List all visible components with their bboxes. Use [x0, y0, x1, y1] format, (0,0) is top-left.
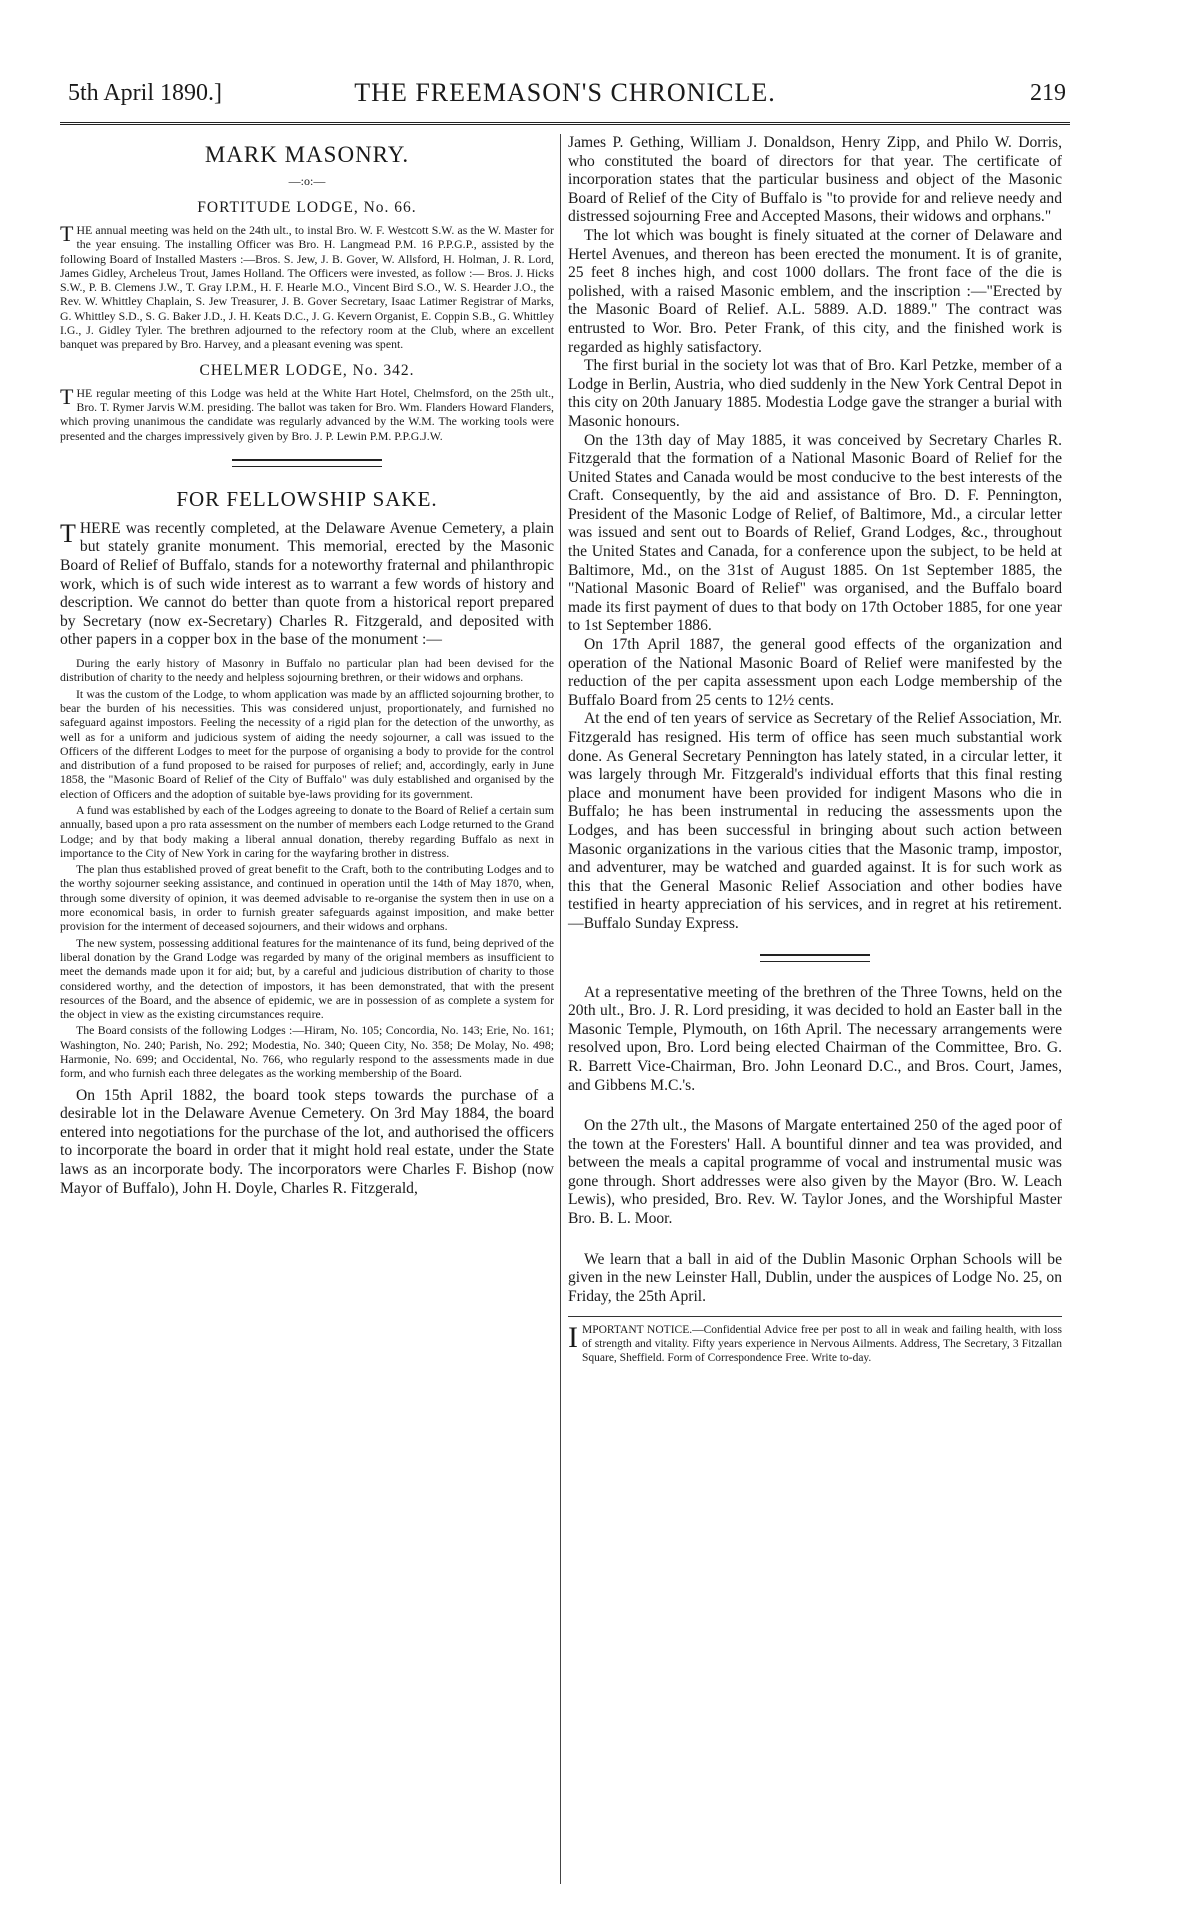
margate-dinner-paragraph: On the 27th ult., the Masons of Margate entertained 250 of the aged poor of the town at the Foresters' Hall. A bountiful dinner and tea was provided, and between the meals a capital programme of vocal and instrumental music was gone through. Short addresses were also given by the Mayor (Bro. W. Leach Lewis), who presided, Bro. Rev. W. Taylor Jones, and the Worshipful Master Bro. B. L. Moor. [568, 1117, 1062, 1228]
quoted-paragraph: A fund was established by each of the Lodges agreeing to donate to the Board of Relief a certain sum annually, based upon a pro rata assessment on the number of members each Lodge returned to the Grand Lodge; and by that body making a liberal annual donation, thereby regarding Buffalo as next in importance to the City of New York in caring for the wayfaring brother in distress. [60, 802, 554, 860]
article-paragraph: On the 13th day of May 1885, it was conceived by Secretary Charles R. Fitzgerald that the formation of a National Masonic Board of Relief for the United States and Canada would be most conducive to the best interests of the Craft. Consequently, by the aid and assistance of Bro. D. F. Pennington, President of the Masonic Lodge of Relief, of Baltimore, Md., a circular letter was issued and sent out to Boards of Relief, Grand Lodges, &c., throughout the United States and Canada, for a conference upon the subject, to be held at Baltimore, Md., on the 31st of August 1885. On 1st September 1885, the "National Masonic Board of Relief" was organised, and the Buffalo board made its first payment of dues to that body on 17th October 1885, for one year to 1st September 1886. [568, 431, 1062, 635]
issue-date: 5th April 1890.] [68, 80, 222, 106]
newspaper-page [60, 72, 1070, 1892]
dropcap: T [60, 221, 74, 246]
page-number: 219 [1030, 80, 1066, 106]
advertisement-notice: IMPORTANT NOTICE.—Confidential Advice free per post to all in weak and failing health, with loss of strength and vitality. Fifty years experience in Nervous Ailments. Address, The Secretary, 3 Fitzallan Square, Sheffield. Form of Correspondence Free. Write to-day. [568, 1316, 1062, 1365]
fellowship-heading: FOR FELLOWSHIP SAKE. [176, 486, 438, 511]
chelmer-lodge-report: THE regular meeting of this Lodge was held at the White Hart Hotel, Chelmsford, on the 25th ult., Bro. T. Rymer Jarvis W.M. presiding. The ballot was taken for Bro. Wm. Flanders Howard Flanders, which proving unanimous the candidate was regularly advanced by the W.M. The working tools were presented and the charges impressively given by Bro. J. P. Lewin P.M. P.P.G.J.W. [60, 383, 554, 443]
column-rule [560, 134, 561, 1884]
section-separator: —:o:— [288, 174, 326, 188]
article-divider [232, 459, 382, 467]
quoted-paragraph: During the early history of Masonry in Buffalo no particular plan had been devised for the distribution of charity to the needy and helpless sojourning brethren, or their widows and orphans. [60, 656, 554, 685]
article-paragraph: On 17th April 1887, the general good effects of the organization and operation of the National Masonic Board of Relief were manifested by the reduction of the per capita assessment upon each Lodge membership of the Buffalo Board from 25 cents to 12½ cents. [568, 636, 1062, 709]
article-divider [760, 954, 870, 962]
fellowship-intro: THERE was recently completed, at the Delaware Avenue Cemetery, a plain but stately granite monument. This memorial, erected by the Masonic Board of Relief of Buffalo, stands for a noteworthy fraternal and philanthropic work, which is of such wide interest as to warrant a few words of history and description. We cannot do better than quote from a historical report prepared by Secretary (now ex-Secretary) Charles R. Fitzgerald, and deposited with other papers in a copper box in the base of the monument :— [60, 518, 554, 649]
right-column [568, 134, 1062, 1365]
chelmer-lodge-heading: CHELMER LODGE, No. 342. [199, 361, 415, 379]
quoted-paragraph: It was the custom of the Lodge, to whom application was made by an afflicted sojourning brother, to bear the burden of his necessities. This was considered unjust, proportionately, and furnished no safeguard against impostors. Feeling the necessity of a rigid plan for the detection of the unworthy, as well as for a uniform and judicious system of aiding the needy sojourner, a call was issued to the Officers of the different Lodges to meet for the purpose of organising a body to provide for the control and distribution of a fund proposed to be raised for purposes of relief; and, accordingly, early in June 1858, the "Masonic Board of Relief of the City of Buffalo" was duly established and organised by the election of Officers and the adoption of suitable bye-laws providing for its government. [60, 686, 554, 801]
dropcap: I [568, 1321, 578, 1355]
article-paragraph: At the end of ten years of service as Secretary of the Relief Association, Mr. Fitzgerald has resigned. His term of office has seen much substantial work done. As General Secretary Pennington has lately stated, in a circular letter, it was largely through Mr. Fitzgerald's individual efforts that this final resting place and monument have been provided for indigent Masons who die in Buffalo; he has been instrumental in reducing the assessments upon the Lodges, and has been successful in bringing about such action between Masonic organizations in the various cities that the Masonic tramp, impostor, and adventurer, may be watched and guarded against. It is for such work as this that the General Masonic Relief Association and other bodies have testified in hearty appreciation of his services, and in regret at his retirement.—Buffalo Sunday Express. [568, 710, 1062, 932]
article-paragraph: The lot which was bought is finely situated at the corner of Delaware and Hertel Avenues, and thereon has been erected the monument. It is of granite, 25 feet 8 inches high, and cost 1000 dollars. The front face of the die is polished, with a raised Masonic emblem, and the inscription :—"Erected by the Masonic Board of Relief. A.L. 5889. A.D. 1889." The contract was entrusted to Wor. Bro. Peter Frank, of this city, and the finished work is regarded as highly satisfactory. [568, 226, 1062, 356]
fortitude-lodge-heading: FORTITUDE LODGE, No. 66. [197, 199, 417, 216]
dropcap: T [60, 383, 74, 409]
article-paragraph: The first burial in the society lot was that of Bro. Karl Petzke, member of a Lodge in Berlin, Austria, who died suddenly in the New York Central Depot in this city on 20th January 1885. Modestia Lodge gave the stranger a burial with Masonic honours. [568, 357, 1062, 430]
article-paragraph: James P. Gething, William J. Donaldson, Henry Zipp, and Philo W. Dorris, who constituted the board of directors for that year. The certificate of incorporation states that the particular business and object of the Masonic Board of Relief of the City of Buffalo is "to provide for and relieve needy and distressed sojourning Free and Accepted Masons, their widows and orphans." [568, 134, 1062, 226]
plymouth-easter-ball-paragraph: At a representative meeting of the brethren of the Three Towns, held on the 20th ult., Bro. J. R. Lord presiding, it was decided to hold an Easter ball in the Masonic Temple, Plymouth, on 16th April. The necessary arrangements were resolved upon, Bro. Lord being elected Chairman of the Committee, Bro. G. R. Barrett Vice-Chairman, Bro. John Leonard D.C., and Bros. Court, James, and Gibbens M.C.'s. [568, 983, 1062, 1094]
quoted-paragraph: The Board consists of the following Lodges :—Hiram, No. 105; Concordia, No. 143; Erie, No. 161; Washington, No. 240; Parish, No. 292; Modestia, No. 340; Queen City, No. 358; De Molay, No. 498; Harmonie, No. 699; and Occidental, No. 766, who regularly respond to the assessments made in due form, and who furnish each three delegates as the working membership of the Board. [60, 1023, 554, 1081]
dropcap: T [60, 518, 76, 548]
page-header [60, 72, 1070, 125]
quoted-paragraph: The new system, possessing additional features for the maintenance of its fund, being deprived of the liberal donation by the Grand Lodge was regarded by many of the original members as insufficient to meet the demands made upon it for aid; but, by a careful and judicious distribution of charity to those considered worthy, and the detection of impostors, it has been demonstrated, that with the present resources of the Board, and the absence of epidemic, we are in possession of as complete a system for the object in view as the existing circumstances require. [60, 935, 554, 1022]
section-title-mark-masonry: MARK MASONRY. [204, 142, 410, 167]
left-column [60, 134, 554, 1198]
fortitude-lodge-report: THE annual meeting was held on the 24th ult., to instal Bro. W. F. Westcott S.W. as the W. Master for the year ensuing. The installing Officer was Bro. H. Langmead P.M. 16 P.P.G.P., assisted by the following Board of Installed Masters :—Bros. S. Jew, J. B. Gover, W. Allsford, H. Holman, J. R. Lord, James Gidley, Archeleus Trout, James Holland. The Officers were invested, as follow :— Bros. J. Hicks S.W., P. B. Clemens J.W., T. Gray I.P.M., H. F. Hearle M.O., Vincent Bird S.O., W. S. Hearder J.O., the Rev. W. Whittley Chaplain, S. Jew Treasurer, J. B. Gover Secretary, Isaac Latimer Registrar of Marks, G. Whittley S.D., S. G. Baker J.D., J. H. Keats D.C., J. G. Kevern Organist, E. Coppin S.B., G. Whittley I.G., J. Gidley Tyler. The brethren adjourned to the refectory room at the Club, where an excellent banquet was prepared by Bro. Harvey, and a pleasant evening was spent. [60, 221, 554, 352]
fellowship-paragraph: On 15th April 1882, the board took steps towards the purchase of a desirable lot in the Delaware Avenue Cemetery. On 3rd May 1884, the board entered into negotiations for the purchase of the lot, and authorised the officers to incorporate the board in order that it might hold real estate, under the State laws as an incorporate body. The incorporators were Charles F. Bishop (now Mayor of Buffalo), John H. Doyle, Charles R. Fitzgerald, [60, 1086, 554, 1197]
quoted-paragraph: The plan thus established proved of great benefit to the Craft, both to the contributing Lodges and to the worthy sojourner seeking assistance, and continued in operation until the 14th of May 1870, when, through some diversity of opinion, it was deemed advisable to re-organise the system then in use on a more economical basis, in order to furnish greater safeguards against imposition, and make better provision for the interment of deceased sojourners, and their widows and orphans. [60, 862, 554, 934]
dublin-ball-paragraph: We learn that a ball in aid of the Dublin Masonic Orphan Schools will be given in the new Leinster Hall, Dublin, under the auspices of Lodge No. 25, on Friday, the 25th April. [568, 1250, 1062, 1305]
publication-title: THE FREEMASON'S CHRONICLE. [354, 78, 776, 107]
